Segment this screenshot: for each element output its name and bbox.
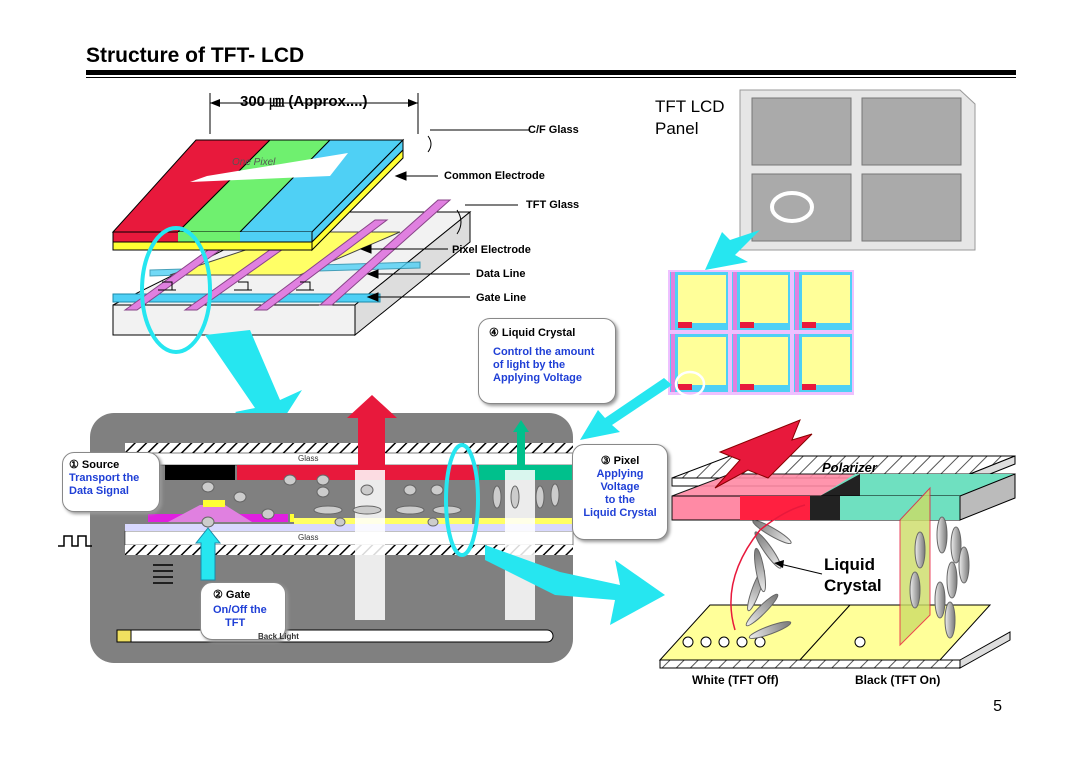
panel-label-line1: TFT LCD <box>655 97 725 116</box>
white-state-label: White (TFT Off) <box>692 673 779 687</box>
pixel-array <box>668 270 854 396</box>
pixel-callout <box>572 444 668 540</box>
pixel-callout-title: ③ Pixel <box>600 455 640 467</box>
cross-section <box>90 395 573 663</box>
liquid-crystal-callout <box>478 318 616 404</box>
black-state-label: Black (TFT On) <box>855 673 941 687</box>
lcd-panel <box>740 90 975 250</box>
gate-callout-line1: On/Off the <box>213 604 267 616</box>
liquid-crystal-callout-line3: Applying Voltage <box>493 372 583 384</box>
pixel-cell-electrode <box>802 275 850 323</box>
page-number: 5 <box>993 698 1002 715</box>
source-callout-line2: Data Signal <box>69 485 129 497</box>
data-line-label: Data Line <box>476 268 526 280</box>
pixel-cell-electrode <box>802 337 850 385</box>
liquid-crystal-callout-line2: of light by the <box>493 359 566 371</box>
pixel-cell-tft <box>740 322 754 328</box>
pixel-cell-tft <box>740 384 754 390</box>
pixel-cell-data-line <box>671 334 675 392</box>
pixel-callout-line3: to the <box>605 494 635 506</box>
pixel-cell-data-line <box>795 272 799 330</box>
pixel-callout-line2: Voltage <box>600 481 640 493</box>
polarizer-illustration <box>660 420 1015 668</box>
one-pixel-label: One Pixel <box>232 157 276 168</box>
panel-label-line2: Panel <box>655 119 699 138</box>
glass-top-label: Glass <box>298 454 319 463</box>
pixel-electrode-label: Pixel Electrode <box>452 244 531 256</box>
pixel-cell-data-line <box>733 334 737 392</box>
panel-label <box>655 96 725 140</box>
page-title: Structure of TFT- LCD <box>86 44 305 67</box>
glass-bottom-label: Glass <box>298 533 319 542</box>
liquid-crystal-label <box>824 554 882 596</box>
pixel-callout-line4: Liquid Crystal <box>583 507 657 519</box>
liquid-crystal-callout-line1: Control the amount <box>493 346 595 358</box>
dimension-label: 300 ㎛ (Approx....) <box>240 93 368 110</box>
pixel-cell-data-line <box>733 272 737 330</box>
gate-callout-line2: TFT <box>225 617 246 629</box>
back-light-label: Back Light <box>258 632 299 641</box>
liquid-crystal-callout-title: ④ Liquid Crystal <box>489 327 576 339</box>
gate-line-label: Gate Line <box>476 292 527 304</box>
pixel-cell-electrode <box>740 275 788 323</box>
pixel-cell-data-line <box>671 272 675 330</box>
source-callout-line1: Transport the <box>69 472 140 484</box>
pixel-cell-tft <box>802 384 816 390</box>
pixel-callout-line1: Applying <box>596 468 644 480</box>
tft-glass-label: TFT Glass <box>526 199 580 211</box>
pixel-cell-electrode <box>740 337 788 385</box>
liquid-crystal-label-line1: Liquid <box>824 555 875 574</box>
polarizer-label: Polarizer <box>822 460 877 475</box>
cf-glass-label: C/F Glass <box>528 124 579 136</box>
liquid-crystal-label-line2: Crystal <box>824 576 882 595</box>
gate-callout-title: ② Gate <box>213 589 251 601</box>
source-callout-title: ① Source <box>69 459 120 471</box>
pixel-cell-tft <box>802 322 816 328</box>
source-callout <box>62 452 160 512</box>
pixel-cell-data-line <box>795 334 799 392</box>
pixel-cell-electrode <box>678 275 726 323</box>
pixel-cell-tft <box>678 322 692 328</box>
common-electrode-label: Common Electrode <box>444 170 545 182</box>
pixel-cell-tft <box>678 384 692 390</box>
